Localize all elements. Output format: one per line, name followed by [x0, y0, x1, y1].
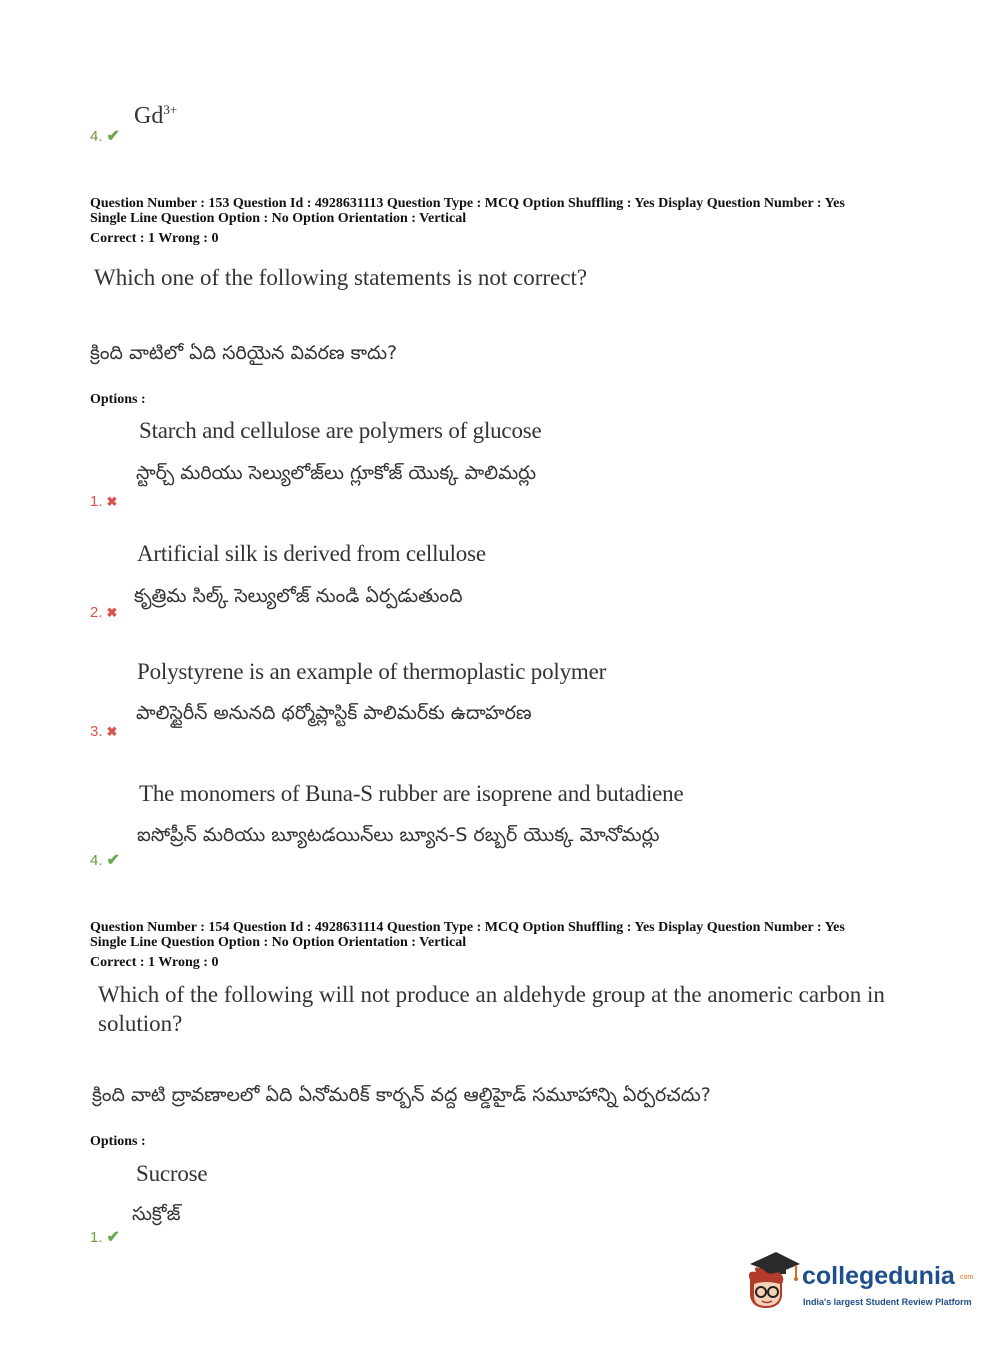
option-number-row: [90, 604, 117, 622]
option-number: 2.: [90, 604, 103, 621]
option-text-telugu: కృత్రిమ సిల్క్ సెల్యులోజ్ నుండి ఏర్పడుతుంది: [134, 585, 463, 607]
formula-base: Gd: [134, 103, 164, 129]
wrong-cross-icon: ✖: [106, 494, 118, 509]
option-number-row: [90, 493, 117, 511]
option-text-english: Starch and cellulose are polymers of glucose: [139, 418, 542, 443]
option-text-english: Sucrose: [136, 1161, 208, 1186]
option-text-telugu: ఐసోప్రీన్ మరియు బ్యూటడయిన్‌లు బ్యూన-S రబ్బర్ యొక్క మోనోమర్లు: [137, 824, 660, 846]
option-number: 4.: [90, 128, 103, 145]
logo-com: .com: [958, 1274, 974, 1281]
option-text-english: The monomers of Buna-S rubber are isoprene and butadiene: [139, 781, 684, 806]
option-formula: [134, 102, 177, 130]
option-number: 1.: [90, 493, 103, 510]
collegedunia-logo: [742, 1250, 992, 1320]
wrong-cross-icon: ✖: [106, 605, 118, 620]
option-number: 3.: [90, 723, 103, 740]
question-text-english: Which one of the following statements is not correct?: [94, 265, 588, 290]
question-text-telugu: క్రింది వాటిలో ఏది సరియైన వివరణ కాదు?: [90, 342, 398, 364]
option-number: 1.: [90, 1229, 103, 1246]
logo-tagline: India's largest Student Review Platform: [803, 1297, 972, 1307]
question-text-english-line2: solution?: [98, 1011, 183, 1036]
formula-superscript: 3+: [163, 102, 178, 117]
option-number-row: [90, 850, 120, 870]
option-text-english: Polystyrene is an example of thermoplastic polymer: [137, 659, 607, 684]
question-meta-line3: Correct : 1 Wrong : 0: [90, 955, 219, 970]
wrong-cross-icon: ✖: [106, 724, 118, 739]
option-number: 4.: [90, 852, 103, 869]
question-meta-line2: Single Line Question Option : No Option Orientation : Vertical: [90, 935, 467, 950]
correct-check-icon: ✔: [106, 1229, 120, 1246]
question-meta-line3: Correct : 1 Wrong : 0: [90, 231, 219, 246]
options-label: Options :: [90, 1134, 146, 1149]
question-meta-line1: Question Number : 153 Question Id : 4928631113 Question Type : MCQ Option Shuffling : Yes Display Question Number : Yes: [90, 196, 845, 211]
question-text-telugu: క్రింది వాటి ద్రావణాలలో ఏది ఏనోమరిక్ కార్బన్ వద్ద ఆల్డిహైడ్ సమూహాన్ని ఏర్పరచదు?: [92, 1084, 711, 1106]
option-text-telugu: స్టార్చ్ మరియు సెల్యులోజ్‌లు గ్లూకోజ్ యొక్క పాలిమర్లు: [136, 462, 537, 484]
option-text-telugu: సుక్రోజ్: [132, 1203, 181, 1225]
option-text-english: Artificial silk is derived from cellulose: [137, 541, 486, 566]
question-text-english-line1: Which of the following will not produce an aldehyde group at the anomeric carbon in: [98, 982, 885, 1007]
option-number-row: [90, 1227, 120, 1247]
question-meta-line2: Single Line Question Option : No Option Orientation : Vertical: [90, 211, 467, 226]
correct-check-icon: ✔: [106, 128, 120, 145]
option-number-row: [90, 723, 117, 741]
question-meta-line1: Question Number : 154 Question Id : 4928631114 Question Type : MCQ Option Shuffling : Yes Display Question Number : Yes: [90, 920, 845, 935]
correct-check-icon: ✔: [106, 852, 120, 869]
option-text-telugu: పాలిస్టైరీన్ అనునది థర్మోప్లాస్టిక్ పాలిమర్‌కు ఉదాహరణ: [136, 702, 532, 724]
option-number-row: [90, 126, 120, 146]
options-label: Options :: [90, 392, 146, 407]
mascot-icon: [742, 1250, 802, 1314]
logo-wordmark: collegedunia: [802, 1262, 955, 1290]
